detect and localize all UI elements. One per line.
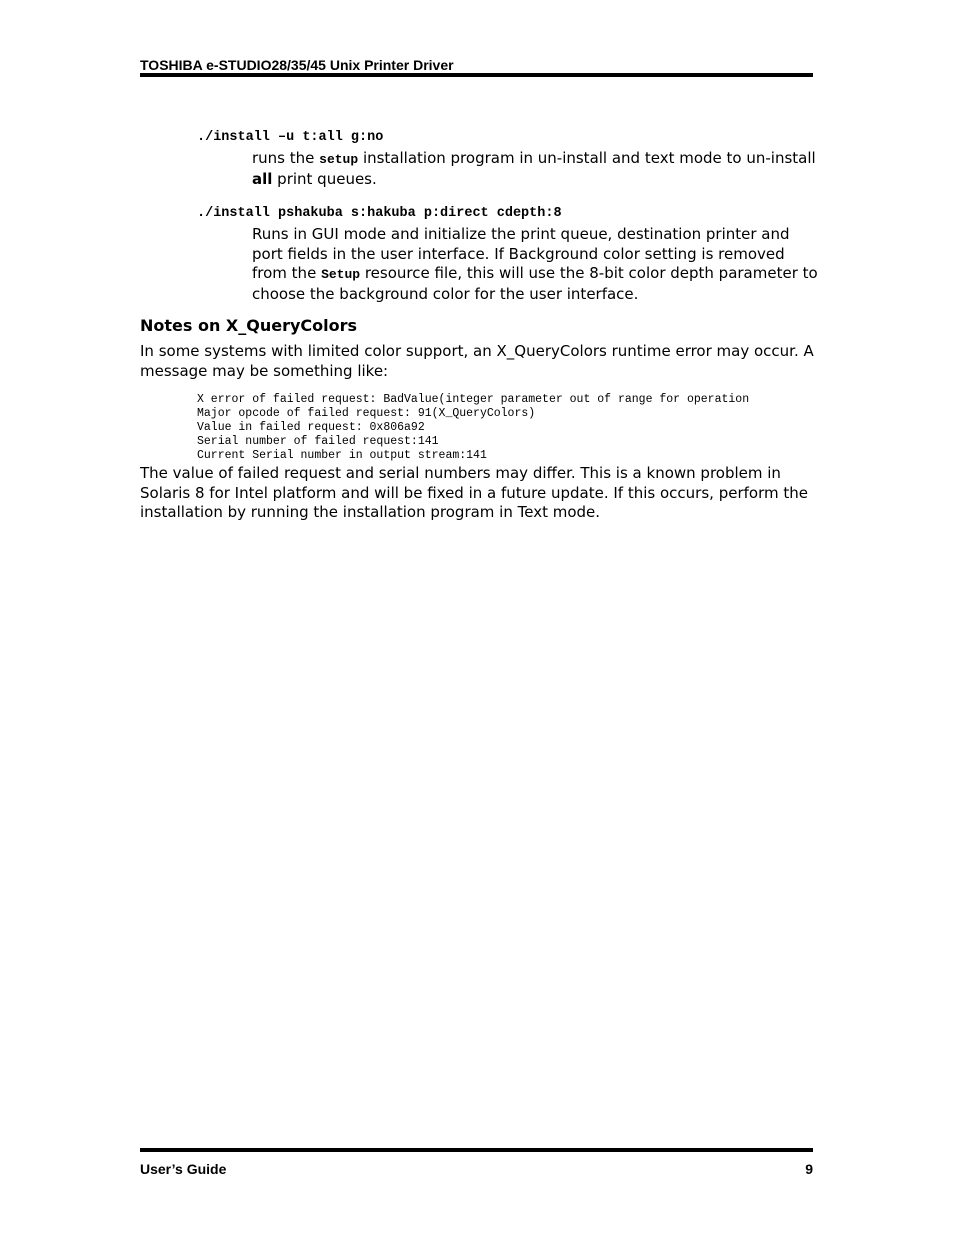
code-line: Value in failed request: 0x806a92 [197, 421, 425, 434]
emphasis-all: all [252, 169, 273, 188]
running-header-title: TOSHIBA e-STUDIO28/35/45 Unix Printer Driver [140, 57, 454, 73]
command-install-uninstall: ./install –u t:all g:no [197, 130, 384, 145]
section-intro: In some systems with limited color support, an X_QueryColors runtime error may occur. A message may be something like: [140, 342, 814, 380]
header-rule [140, 73, 813, 77]
description-text: Runs in GUI mode and initialize the print queue, destination printer and port fields in the user interface. If Background color setting is removed from the [252, 225, 790, 282]
code-line: Current Serial number in output stream:141 [197, 449, 487, 462]
code-line: Serial number of failed request:141 [197, 435, 439, 448]
setup-resource-name: Setup [321, 267, 361, 282]
setup-program-name: setup [319, 152, 359, 167]
description-text: print queues. [272, 169, 377, 188]
page-number: 9 [805, 1161, 813, 1177]
section-heading: Notes on X_QueryColors [140, 316, 358, 335]
description-text: runs the [252, 149, 320, 167]
command-install-uninstall-description [252, 149, 822, 189]
section-closing-paragraph: The value of failed request and serial numbers may differ. This is a known problem in Solaris 8 for Intel platform and will be fixed in a future update. If this occurs, perform the installation by running the installation program in Text mode. [140, 464, 808, 521]
code-line: Major opcode of failed request: 91(X_QueryColors) [197, 407, 536, 420]
footer-rule [140, 1148, 813, 1152]
error-message-code-block [197, 379, 749, 463]
footer-guide-title: User’s Guide [140, 1161, 227, 1177]
description-text: installation program in un-install and text mode to un-install [358, 149, 816, 167]
description-text: resource file, this will use the 8-bit color depth parameter to choose the background color for the user interface. [252, 264, 818, 303]
command-install-gui: ./install pshakuba s:hakuba p:direct cdepth:8 [197, 206, 562, 221]
code-line: X error of failed request: BadValue(integer parameter out of range for operation [197, 393, 750, 406]
command-install-gui-description [252, 225, 822, 304]
